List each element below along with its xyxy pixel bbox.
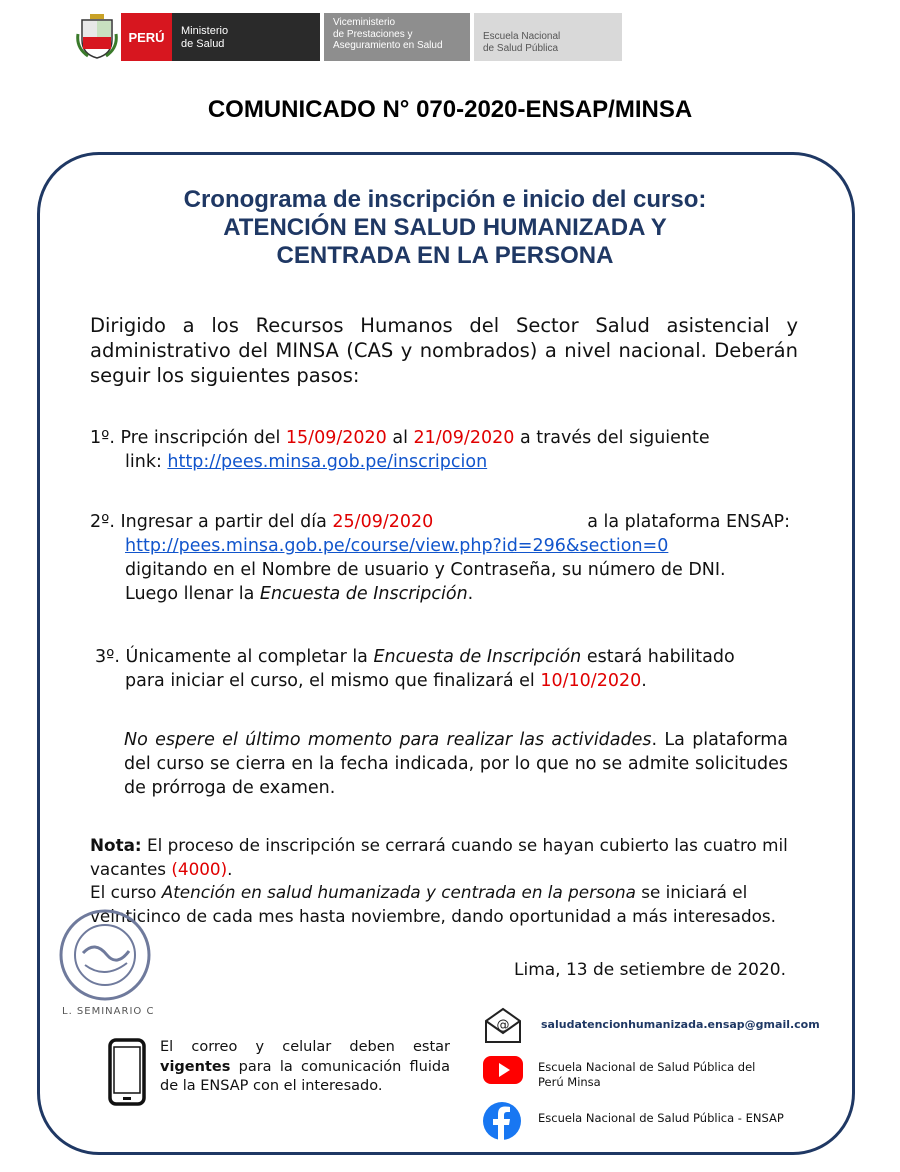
email-icon (483, 1005, 523, 1045)
contact-email[interactable]: saludatencionhumanizada.ensap@gmail.com (541, 1018, 820, 1031)
ministry-logo-block: Ministerio de Salud (172, 13, 320, 61)
document-title (60, 186, 830, 270)
title-line-3: CENTRADA EN LA PERSONA (276, 242, 614, 269)
date-place: Lima, 13 de setiembre de 2020. (514, 960, 786, 980)
step-2: 2º. Ingresar a partir del día 25/09/2020 a la plataforma ENSAP: http://pees.minsa.gob.pe/course/view.php?id=296&section=0 digitando en el Nombre de usuario y Contraseña, su número de DNI. Luego llenar la Encuesta de Inscripción. (90, 512, 790, 604)
facebook-icon (482, 1101, 522, 1141)
peru-brand-block: PERÚ (121, 13, 172, 61)
step-1: 1º. Pre inscripción del 15/09/2020 al 21/09/2020 a través del siguiente link: http://pees.minsa.gob.pe/inscripcion (90, 428, 710, 472)
inscription-link[interactable]: http://pees.minsa.gob.pe/inscripcion (167, 452, 488, 472)
title-line-1: Cronograma de inscripción e inicio del curso: (183, 186, 707, 213)
stamp-caption: L. SEMINARIO C (62, 1006, 155, 1017)
svg-text:@: @ (496, 1018, 510, 1033)
course-link[interactable]: http://pees.minsa.gob.pe/course/view.php?id=296&section=0 (125, 536, 669, 556)
peru-coat-of-arms-icon (76, 14, 118, 60)
facebook-page[interactable]: Escuela Nacional de Salud Pública - ENSAP (538, 1111, 784, 1125)
title-line-2: ATENCIÓN EN SALUD HUMANIZADA Y (223, 214, 667, 241)
step-3: 3º. Únicamente al completar la Encuesta de Inscripción estará habilitado para iniciar el curso, el mismo que finalizará el 10/10/2020. (95, 647, 735, 691)
youtube-channel[interactable]: Escuela Nacional de Salud Pública del Perú Minsa (538, 1060, 756, 1089)
school-logo-block: Escuela Nacional de Salud Pública (474, 13, 622, 61)
viceministry-logo-block: Viceministerio de Prestaciones y Aseguramiento en Salud (324, 13, 470, 61)
comunicado-heading: COMUNICADO N° 070-2020-ENSAP/MINSA (207, 96, 693, 123)
mobile-phone-icon (108, 1038, 146, 1106)
phone-note: El correo y celular deben estar vigentes para la comunicación fluida de la ENSAP con el interesado. (160, 1039, 450, 1094)
note-paragraph: Nota: El proceso de inscripción se cerrará cuando se hayan cubierto las cuatro mil vacantes (4000). El curso Atención en salud humanizada y centrada en la persona se iniciará el veinticinco de cada mes hasta noviembre, dando oportunidad a más interesados. (90, 835, 788, 926)
intro-paragraph: Dirigido a los Recursos Humanos del Sector Salud asistencial y administrativo del MINSA (CAS y nombrados) a nivel nacional. Deberán seguir los siguientes pasos: (90, 314, 798, 387)
official-stamp-icon (55, 905, 155, 1015)
warning-paragraph: No espere el último momento para realizar las actividades. La plataforma del curso se cierra en la fecha indicada, por lo que no se admite solicitudes de prórroga de examen. (124, 730, 788, 798)
youtube-icon (482, 1054, 524, 1086)
